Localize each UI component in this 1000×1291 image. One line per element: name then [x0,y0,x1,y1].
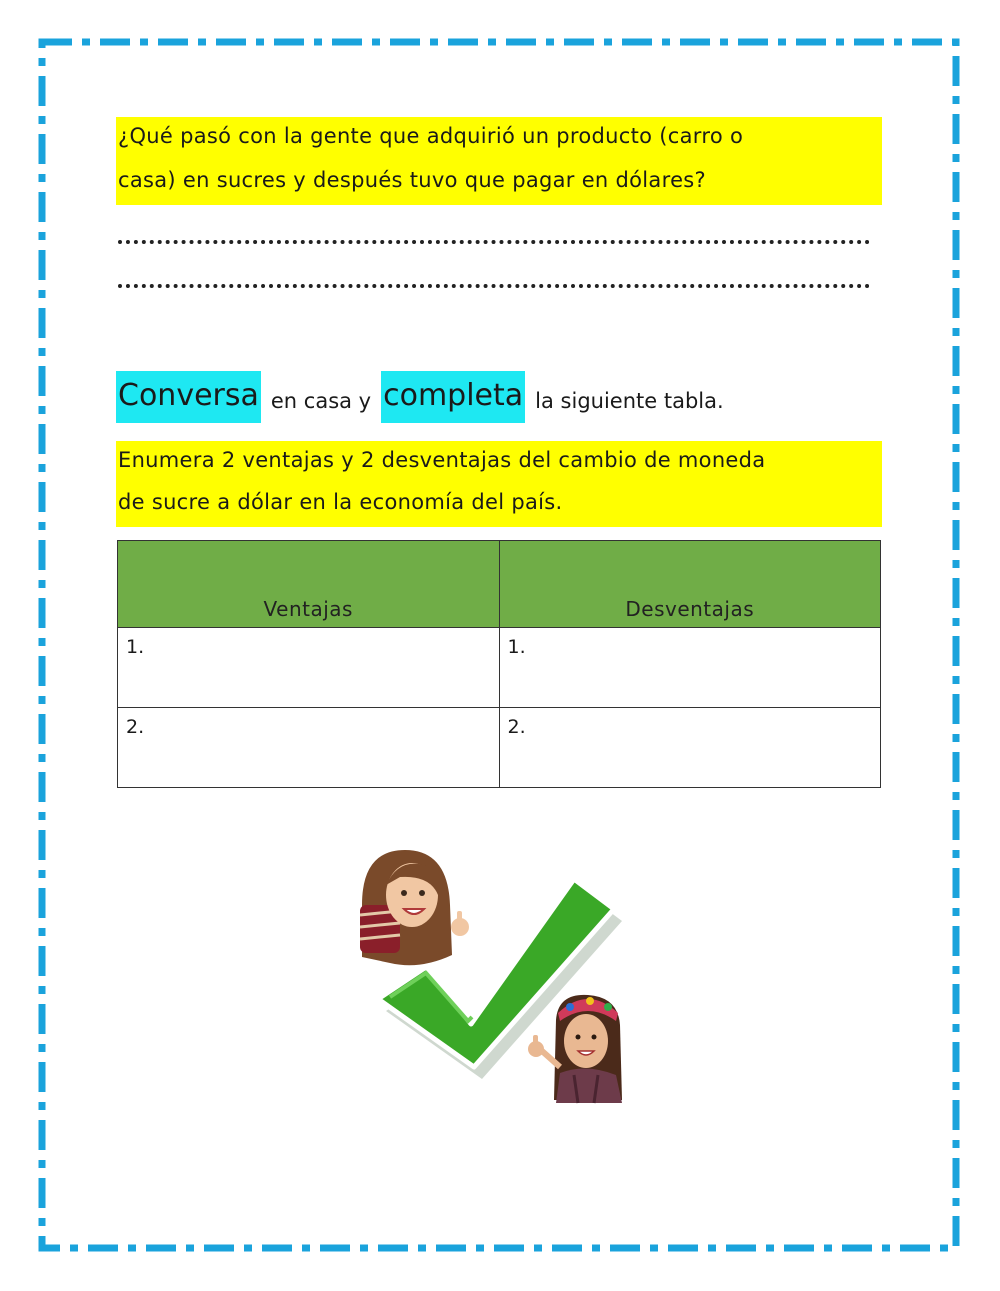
question-line-2: casa) en sucres y después tuvo que pagar en dólares? [118,168,706,192]
task-line-2: de sucre a dólar en la economía del país. [118,490,563,514]
instruction-conversa: Conversa [116,371,261,423]
question-line-1: ¿Qué pasó con la gente que adquirió un producto (carro o [118,124,744,148]
header-desventajas: Desventajas [499,541,881,628]
task-line-1: Enumera 2 ventajas y 2 desventajas del cambio de moneda [118,448,766,472]
answer-line-2[interactable] [118,284,870,288]
cell-ventaja-1[interactable]: 1. [118,628,500,708]
table-row [118,708,881,788]
advantages-table [117,540,881,788]
cell-desventaja-2[interactable]: 2. [499,708,881,788]
instruction [116,370,734,424]
header-ventajas: Ventajas [118,541,500,628]
instruction-middle: en casa y [270,389,372,413]
table-row [118,628,881,708]
cell-ventaja-2[interactable]: 2. [118,708,500,788]
avatar-girl-left-icon [360,850,469,965]
answer-line-1[interactable] [118,240,870,244]
instruction-end: la siguiente tabla. [535,389,724,413]
instruction-completa: completa [381,371,525,423]
cell-desventaja-1[interactable]: 1. [499,628,881,708]
checkmark-illustration [360,845,640,1107]
